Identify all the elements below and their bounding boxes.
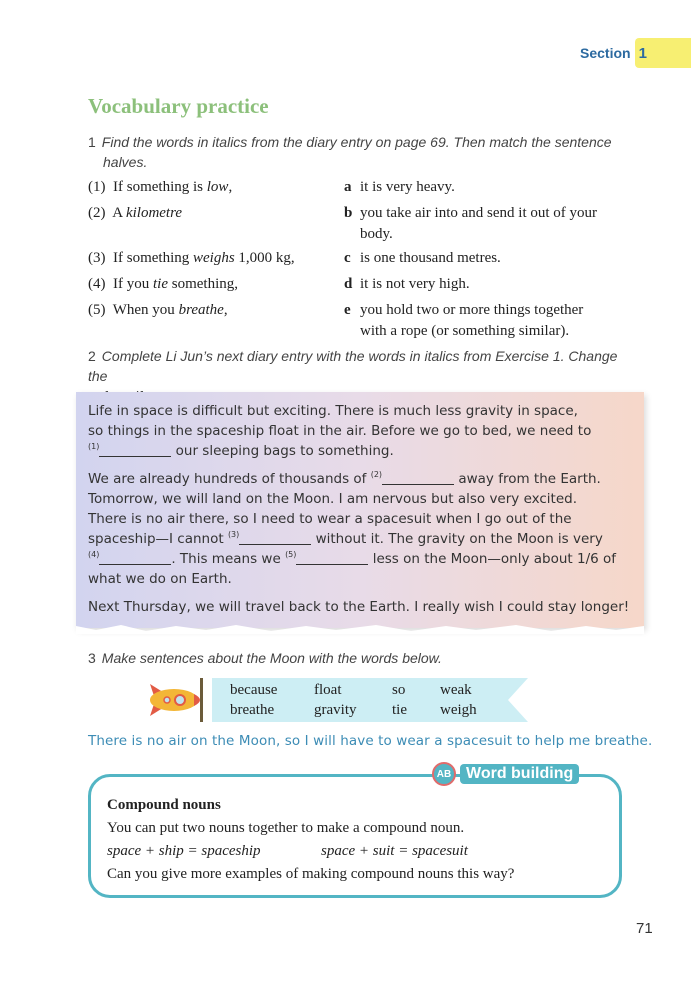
- word: because: [230, 682, 278, 698]
- exercise-number: 3: [88, 650, 96, 666]
- word-building-content: [107, 794, 607, 886]
- wb-line: Can you give more examples of making compound nouns this way?: [107, 866, 515, 882]
- instruction-text: Find the words in italics from the diary entry on page 69. Then match the sentence: [101, 134, 612, 150]
- blank-3[interactable]: [239, 530, 311, 545]
- word: weak: [440, 682, 472, 698]
- match-right: c is one thousand metres.: [344, 250, 501, 266]
- rocket-icon: [140, 676, 215, 724]
- ab-icon: AB: [432, 762, 456, 786]
- word: breathe: [230, 702, 275, 718]
- word: so: [392, 682, 406, 698]
- exercise-number: 2: [88, 348, 96, 364]
- diary-paragraph: Life in space is difficult but exciting. There is much less gravity in space, so things in the spaceship float in the air. Before we go to bed, we need to $^{(1)}$ our sleeping bags to something.: [88, 403, 592, 459]
- match-right: e you hold two or more things together with a rope (or something similar).: [344, 302, 584, 339]
- diary-paragraph: Next Thursday, we will travel back to the Earth. I really wish I could stay longer!: [88, 599, 630, 615]
- blank-2[interactable]: [382, 470, 454, 485]
- instruction-text: Complete Li Jun’s next diary entry with the words in italics from Exercise 1. Change the: [88, 348, 618, 384]
- match-right: b you take air into and send it out of your body.: [344, 205, 598, 242]
- wb-line: You can put two nouns together to make a compound noun.: [107, 820, 465, 836]
- wb-equations: space + ship = spaceship space + suit = spacesuit: [107, 843, 468, 859]
- match-left: (5) When you breathe,: [88, 302, 228, 318]
- diary-entry-box: [76, 392, 644, 628]
- word: float: [314, 682, 342, 698]
- diary-paragraph: We are already hundreds of thousands of $^{(2)}$ away from the Earth. Tomorrow, we will land on the Moon. I am nervous but also very excited. There is no air there, so I need to wear a spacesuit when I go out of the spaceship—I cannot $^{(3)}$ without it. The gravity on the Moon is very $^{(4)}$ . This means we $^{(5)}$ less on the Moon—only about 1/6 of what we do on Earth.: [88, 470, 617, 587]
- word-building-title: Word building: [460, 764, 579, 784]
- match-left: (3) If something weighs 1,000 kg,: [88, 250, 295, 266]
- word: gravity: [314, 702, 357, 718]
- instruction-text: Make sentences about the Moon with the words below.: [101, 650, 442, 666]
- section-number: 1: [635, 38, 691, 68]
- blank-4[interactable]: [99, 550, 171, 565]
- match-left: (1) If something is low,: [88, 179, 233, 195]
- exercise-1-instruction: [88, 132, 628, 172]
- blank-5[interactable]: [296, 550, 368, 565]
- word: weigh: [440, 702, 477, 718]
- page-number: 71: [636, 920, 653, 937]
- page-heading: Vocabulary practice: [88, 94, 269, 118]
- section-tab: [580, 38, 691, 68]
- match-left: (4) If you tie something,: [88, 276, 238, 292]
- compound-nouns-heading: Compound nouns: [107, 797, 221, 813]
- blank-1[interactable]: [99, 442, 171, 457]
- match-right: a it is very heavy.: [344, 179, 455, 195]
- instruction-text-cont: halves.: [103, 154, 148, 170]
- word: tie: [392, 702, 407, 718]
- match-left: (2) A kilometre: [88, 205, 183, 221]
- match-right: d it is not very high.: [344, 276, 470, 292]
- example-sentence: There is no air on the Moon, so I will have to wear a spacesuit to help me breathe.: [88, 733, 653, 749]
- exercise-number: 1: [88, 134, 96, 150]
- section-label: Section: [580, 45, 631, 61]
- word-building-tag: [432, 762, 579, 786]
- exercise-3-instruction: [88, 648, 628, 668]
- torn-edge: [76, 622, 644, 634]
